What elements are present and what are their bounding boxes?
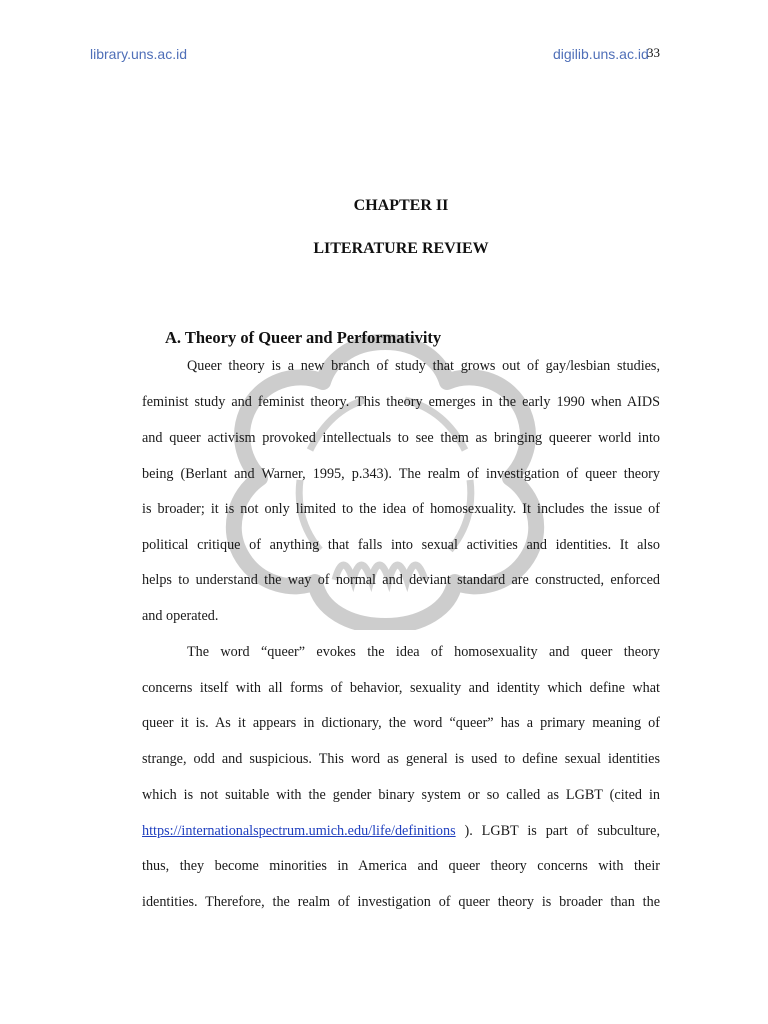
section-heading: A. Theory of Queer and Performativity xyxy=(165,328,442,347)
after-link-text: ). LGBT is part of subculture, xyxy=(455,823,660,839)
paragraph-line: which is not suitable with the gender binary system or so called as LGBT (cited in xyxy=(142,787,660,803)
header-library-link[interactable]: library.uns.ac.id xyxy=(90,46,188,62)
paragraph-line: is broader; it is not only limited to the idea of homosexuality. It includes the issue of xyxy=(142,501,660,517)
paragraph-line: and queer activism provoked intellectuals to see them as bringing queerer world into xyxy=(142,430,660,446)
paragraph-line: identities. Therefore, the realm of investigation of queer theory is broader than the xyxy=(142,894,660,910)
page-number: 33 xyxy=(647,45,660,60)
paragraph-line: strange, odd and suspicious. This word as general is used to define sexual identities xyxy=(142,751,660,767)
paragraph-line: queer it is. As it appears in dictionary, the word “queer” has a primary meaning of xyxy=(142,715,660,731)
paragraph-line: concerns itself with all forms of behavior, sexuality and identity which define what xyxy=(142,680,660,696)
chapter-title: LITERATURE REVIEW xyxy=(313,240,489,257)
paragraph-line: feminist study and feminist theory. This theory emerges in the early 1990 when AIDS xyxy=(142,394,660,410)
header-digilib-link[interactable]: digilib.uns.ac.id xyxy=(553,46,649,62)
paragraph-line-with-link xyxy=(142,821,660,841)
paragraph-line: being (Berlant and Warner, 1995, p.343). The realm of investigation of queer theory xyxy=(142,466,660,482)
paragraph-line: Queer theory is a new branch of study that grows out of gay/lesbian studies, xyxy=(187,358,660,374)
paragraph-line: political critique of anything that falls into sexual activities and identities. It also xyxy=(142,537,660,553)
paragraph-line: thus, they become minorities in America and queer theory concerns with their xyxy=(142,858,660,874)
chapter-number: CHAPTER II xyxy=(353,197,449,214)
paragraph-line: and operated. xyxy=(142,608,219,624)
paragraph-line: The word “queer” evokes the idea of homosexuality and queer theory xyxy=(187,644,660,660)
definitions-hyperlink[interactable]: https://internationalspectrum.umich.edu/life/definitions xyxy=(142,823,456,839)
paragraph-line: helps to understand the way of normal and deviant standard are constructed, enforced xyxy=(142,572,660,588)
